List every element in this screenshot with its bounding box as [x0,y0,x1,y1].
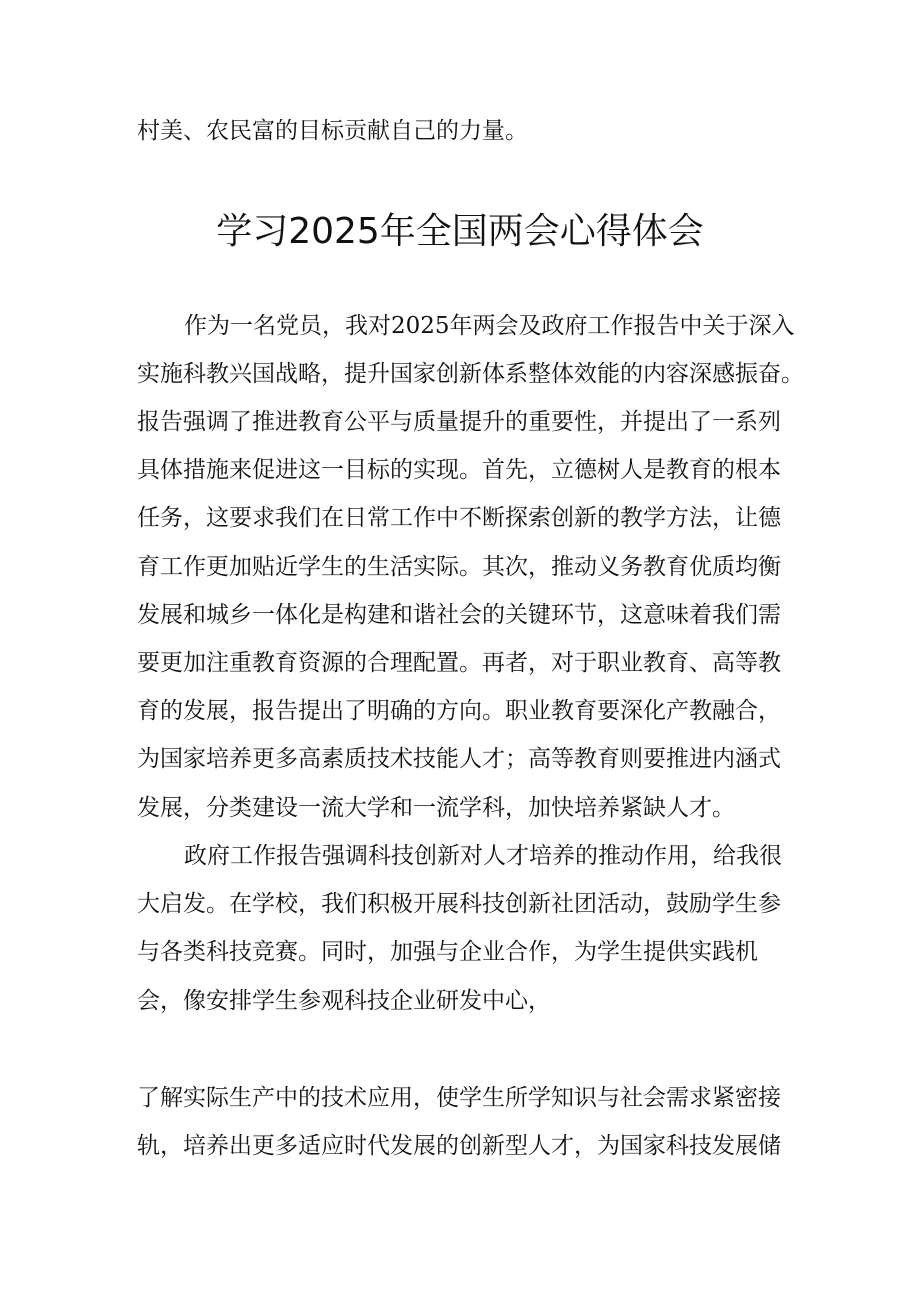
paragraph-1-line-6: 育工作更加贴近学生的生活实际。其次，推动义务教育优质均衡 [137,554,781,580]
paragraph-1-line-5: 任务，这要求我们在日常工作中不断探索创新的教学方法，让德 [137,505,781,531]
paragraph-3-line-1: 了解实际生产中的技术应用，使学生所学知识与社会需求紧密接 [137,1085,781,1111]
paragraph-1-line-2: 实施科教兴国战略，提升国家创新体系整体效能的内容深感振奋。 [137,361,804,387]
page-title: 学习2025年全国两会心得体会 [216,211,704,252]
intro-line: 村美、农民富的目标贡献自己的力量。 [137,118,528,144]
paragraph-1-line-9: 育的发展，报告提出了明确的方向。职业教育要深化产教融合， [137,698,781,724]
paragraph-1-line-3: 报告强调了推进教育公平与质量提升的重要性，并提出了一系列 [137,409,781,435]
paragraph-3-line-2: 轨，培养出更多适应时代发展的创新型人才，为国家科技发展储 [137,1133,781,1159]
paragraph-2-line-1: 政府工作报告强调科技创新对人才培养的推动作用，给我很 [184,843,782,869]
paragraph-2-line-3: 与各类科技竞赛。同时，加强与企业合作，为学生提供实践机 [137,939,758,965]
paragraph-2-line-2: 大启发。在学校，我们积极开展科技创新社团活动，鼓励学生参 [137,891,781,917]
paragraph-2-line-4: 会，像安排学生参观科技企业研发中心， [137,988,551,1014]
paragraph-1-line-1: 作为一名党员，我对2025年两会及政府工作报告中关于深入 [184,313,795,339]
paragraph-1-line-7: 发展和城乡一体化是构建和谐社会的关键环节，这意味着我们需 [137,602,781,628]
paragraph-1-line-10: 为国家培养更多高素质技术技能人才；高等教育则要推进内涵式 [137,746,781,772]
paragraph-1-line-11: 发展，分类建设一流大学和一流学科，加快培养紧缺人才。 [137,795,735,821]
paragraph-1-line-4: 具体措施来促进这一目标的实现。首先，立德树人是教育的根本 [137,457,781,483]
paragraph-1-line-8: 要更加注重教育资源的合理配置。再者，对于职业教育、高等教 [137,650,781,676]
